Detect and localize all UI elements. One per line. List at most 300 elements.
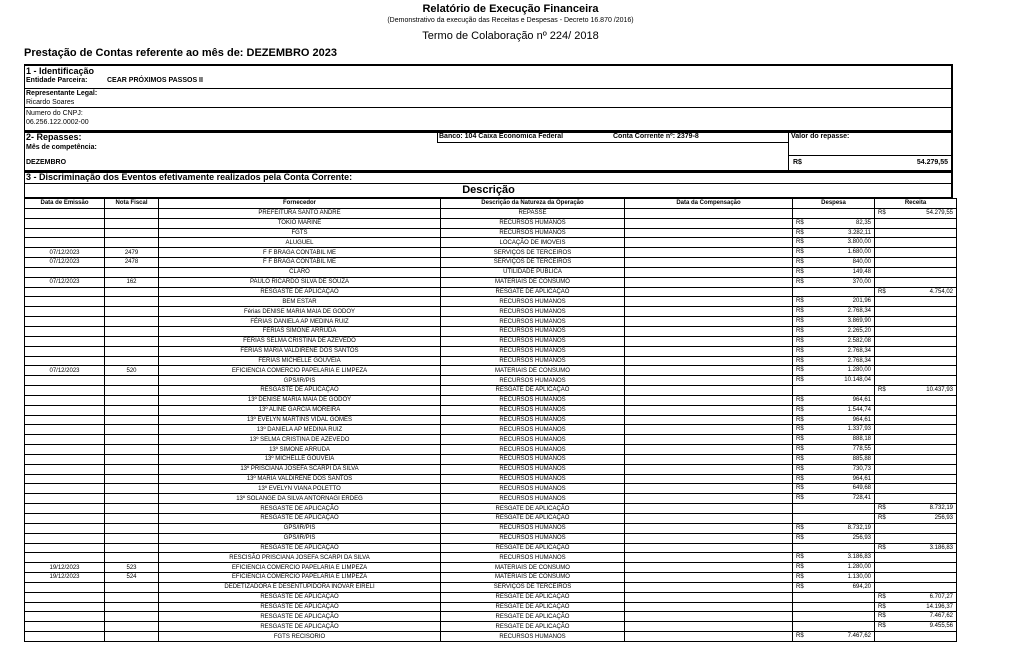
cell-fornecedor: RESGASTE DE APLICAÇÃO	[159, 386, 441, 396]
cell-data-compensacao	[625, 602, 793, 612]
despesa-amount: 2.768,34	[847, 347, 871, 354]
receita-amount: 3.186,83	[929, 544, 953, 551]
cell-data-compensacao	[625, 287, 793, 297]
table-row	[25, 326, 957, 336]
cell-despesa	[793, 386, 875, 396]
cell-despesa	[793, 326, 875, 336]
cell-data-emissao	[25, 326, 105, 336]
cell-fornecedor: FÉRIAS DANIELA AP MEDINA RUIZ	[159, 317, 441, 327]
currency-symbol: R$	[796, 278, 804, 285]
cell-despesa	[793, 267, 875, 277]
cell-data-compensacao	[625, 612, 793, 622]
cell-receita	[875, 248, 957, 258]
currency-symbol: R$	[796, 633, 804, 640]
cell-natureza: RECURSOS HUMANOS	[441, 297, 625, 307]
mes-competencia-value: DEZEMBRO	[26, 159, 67, 166]
cell-nota-fiscal	[105, 543, 159, 553]
cell-receita	[875, 543, 957, 553]
conta-corrente: Conta Corrente nº: 2379-8	[613, 133, 699, 140]
cell-nota-fiscal	[105, 592, 159, 602]
currency-symbol: R$	[796, 229, 804, 236]
cell-fornecedor: ALUGUEL	[159, 238, 441, 248]
despesa-amount: 840,00	[852, 259, 871, 266]
despesa-amount: 649,68	[852, 485, 871, 492]
currency-symbol: R$	[796, 436, 804, 443]
cell-receita	[875, 277, 957, 287]
cell-fornecedor: CLARO	[159, 267, 441, 277]
cell-natureza: RESGATE DE APLICAÇÃO	[441, 504, 625, 514]
currency-symbol: R$	[796, 337, 804, 344]
cell-data-compensacao	[625, 267, 793, 277]
cell-receita	[875, 395, 957, 405]
cell-despesa	[793, 445, 875, 455]
cell-data-compensacao	[625, 366, 793, 376]
cell-data-emissao	[25, 336, 105, 346]
table-row	[25, 553, 957, 563]
cell-data-compensacao	[625, 632, 793, 642]
cell-despesa	[793, 208, 875, 218]
cell-natureza: RESGATE DE APLICAÇÃO	[441, 622, 625, 632]
cell-fornecedor: BEM ESTAR	[159, 297, 441, 307]
cell-data-emissao	[25, 435, 105, 445]
col-nota-fiscal: Nota Fiscal	[105, 199, 159, 209]
cell-fornecedor: RESGASTE DE APLICAÇÃO	[159, 287, 441, 297]
table-row	[25, 346, 957, 356]
cell-data-emissao	[25, 622, 105, 632]
cell-natureza: MATERIAIS DE CONSUMO	[441, 277, 625, 287]
cell-data-compensacao	[625, 425, 793, 435]
col-receita: Receita	[875, 199, 957, 209]
cell-receita	[875, 464, 957, 474]
cell-receita	[875, 386, 957, 396]
cell-fornecedor: DEDETIZADORA E DESENTUPIDORA INOVAR EIRELI	[159, 582, 441, 592]
cell-data-compensacao	[625, 543, 793, 553]
cell-nota-fiscal	[105, 218, 159, 228]
cell-despesa	[793, 474, 875, 484]
cell-data-compensacao	[625, 336, 793, 346]
currency-symbol: R$	[796, 406, 804, 413]
cell-data-emissao	[25, 464, 105, 474]
currency-symbol: R$	[878, 613, 886, 620]
currency-symbol: R$	[796, 534, 804, 541]
cell-fornecedor: RESGASTE DE APLICAÇÃO	[159, 504, 441, 514]
banco-info: Banco: 104 Caixa Economica Federal	[439, 133, 564, 140]
despesa-amount: 694,20	[852, 583, 871, 590]
cell-fornecedor: FÉRIAS SELMA CRISTINA DE AZEVEDO	[159, 336, 441, 346]
cell-data-emissao	[25, 425, 105, 435]
table-row	[25, 592, 957, 602]
cell-despesa	[793, 425, 875, 435]
cell-despesa	[793, 376, 875, 386]
cell-despesa	[793, 484, 875, 494]
cell-receita	[875, 474, 957, 484]
representante-value: Ricardo Soares	[26, 99, 75, 106]
events-table	[24, 198, 957, 642]
cell-natureza: RECURSOS HUMANOS	[441, 533, 625, 543]
cell-nota-fiscal	[105, 582, 159, 592]
cell-natureza: RESGATE DE APLICAÇÃO	[441, 543, 625, 553]
despesa-amount: 964,61	[852, 416, 871, 423]
cell-nota-fiscal	[105, 228, 159, 238]
currency-symbol: R$	[796, 318, 804, 325]
despesa-amount: 730,73	[852, 465, 871, 472]
cell-fornecedor: FÉRIAS SIMONE ARRUDA	[159, 326, 441, 336]
cell-natureza: RESGATE DE APLICAÇÃO	[441, 602, 625, 612]
cell-fornecedor: RESGASTE DE APLICAÇÃO	[159, 592, 441, 602]
cell-natureza: RECURSOS HUMANOS	[441, 474, 625, 484]
cell-natureza: RECURSOS HUMANOS	[441, 632, 625, 642]
cell-natureza: RECURSOS HUMANOS	[441, 415, 625, 425]
cell-despesa	[793, 317, 875, 327]
currency-symbol: R$	[796, 475, 804, 482]
cell-receita	[875, 445, 957, 455]
cell-receita	[875, 504, 957, 514]
currency-symbol: R$	[796, 485, 804, 492]
cell-nota-fiscal	[105, 297, 159, 307]
cell-fornecedor: GPS/IR/PIS	[159, 533, 441, 543]
cell-receita	[875, 307, 957, 317]
cell-data-emissao	[25, 582, 105, 592]
currency-symbol: R$	[878, 387, 886, 394]
table-row	[25, 563, 957, 573]
cell-data-compensacao	[625, 405, 793, 415]
table-row	[25, 307, 957, 317]
despesa-amount: 10.148,04	[844, 377, 871, 384]
cell-receita	[875, 405, 957, 415]
cell-despesa	[793, 573, 875, 583]
cell-data-emissao	[25, 386, 105, 396]
cell-data-emissao: 07/12/2023	[25, 366, 105, 376]
cell-despesa	[793, 632, 875, 642]
cell-data-emissao	[25, 454, 105, 464]
cell-nota-fiscal	[105, 514, 159, 524]
currency-symbol: R$	[878, 593, 886, 600]
currency-symbol: R$	[796, 367, 804, 374]
cell-receita	[875, 622, 957, 632]
cell-natureza: RECURSOS HUMANOS	[441, 326, 625, 336]
cell-receita	[875, 454, 957, 464]
cell-nota-fiscal	[105, 208, 159, 218]
cell-data-emissao: 19/12/2023	[25, 563, 105, 573]
despesa-amount: 888,18	[852, 436, 871, 443]
report-subtitle: (Demonstrativo da execução das Receitas e Despesas - Decreto 16.870 /2016)	[387, 17, 634, 24]
cell-data-compensacao	[625, 376, 793, 386]
cell-data-emissao	[25, 445, 105, 455]
termo-colaboracao: Termo de Colaboração nº 224/ 2018	[422, 30, 599, 42]
cell-fornecedor: RESGASTE DE APLICAÇÃO	[159, 612, 441, 622]
identificacao-heading: 1 - Identificação	[26, 66, 95, 76]
currency-symbol: R$	[796, 465, 804, 472]
cell-fornecedor: 13º SIMONE ARRUDA	[159, 445, 441, 455]
table-row	[25, 494, 957, 504]
cell-data-emissao	[25, 297, 105, 307]
cell-despesa	[793, 346, 875, 356]
cell-nota-fiscal: 520	[105, 366, 159, 376]
despesa-amount: 964,61	[852, 396, 871, 403]
cell-receita	[875, 287, 957, 297]
cell-data-emissao	[25, 514, 105, 524]
table-row	[25, 386, 957, 396]
cell-despesa	[793, 307, 875, 317]
valor-currency: R$	[793, 159, 802, 166]
cell-fornecedor: RESGASTE DE APLICAÇÃO	[159, 622, 441, 632]
cell-data-emissao: 07/12/2023	[25, 258, 105, 268]
cell-data-compensacao	[625, 514, 793, 524]
despesa-amount: 3.282,11	[848, 229, 871, 236]
cell-fornecedor: 13º DENISE MARIA MAIA DE GODOY	[159, 395, 441, 405]
cell-nota-fiscal: 2478	[105, 258, 159, 268]
cell-receita	[875, 208, 957, 218]
currency-symbol: R$	[796, 426, 804, 433]
cell-data-compensacao	[625, 346, 793, 356]
cell-fornecedor: RESGASTE DE APLICAÇÃO	[159, 514, 441, 524]
cell-data-emissao: 19/12/2023	[25, 573, 105, 583]
currency-symbol: R$	[796, 416, 804, 423]
receita-amount: 4.754,02	[929, 288, 953, 295]
col-data-compensacao: Data da Compensação	[625, 199, 793, 209]
cell-natureza: RECURSOS HUMANOS	[441, 464, 625, 474]
cell-despesa	[793, 543, 875, 553]
table-row	[25, 415, 957, 425]
col-natureza: Descrição da Natureza da Operação	[441, 199, 625, 209]
cell-despesa	[793, 297, 875, 307]
cell-nota-fiscal	[105, 454, 159, 464]
table-row	[25, 366, 957, 376]
cell-natureza: MATERIAIS DE CONSUMO	[441, 563, 625, 573]
cell-data-emissao	[25, 228, 105, 238]
cell-data-emissao	[25, 376, 105, 386]
receita-amount: 8.732,19	[929, 505, 953, 512]
cell-data-compensacao	[625, 307, 793, 317]
cell-data-emissao	[25, 317, 105, 327]
cell-data-emissao	[25, 395, 105, 405]
despesa-amount: 201,96	[852, 298, 871, 305]
cell-nota-fiscal	[105, 405, 159, 415]
currency-symbol: R$	[796, 249, 804, 256]
cell-fornecedor: EFICIENCIA COMERCIO PAPELARIA E LIMPEZA	[159, 366, 441, 376]
despesa-amount: 2.582,08	[847, 337, 871, 344]
cell-data-compensacao	[625, 326, 793, 336]
repasses-underline	[437, 142, 789, 143]
cell-nota-fiscal	[105, 346, 159, 356]
currency-symbol: R$	[796, 259, 804, 266]
cell-despesa	[793, 435, 875, 445]
currency-symbol: R$	[796, 574, 804, 581]
receita-amount: 256,93	[934, 515, 953, 521]
cell-natureza: RECURSOS HUMANOS	[441, 445, 625, 455]
cell-despesa	[793, 395, 875, 405]
cell-despesa	[793, 415, 875, 425]
despesa-amount: 1.544,74	[847, 406, 871, 413]
cnpj-value: 06.256.122.0002-00	[26, 119, 89, 126]
cell-nota-fiscal	[105, 445, 159, 455]
cell-fornecedor: GPS/IR/PIS	[159, 523, 441, 533]
table-row	[25, 435, 957, 445]
cell-receita	[875, 218, 957, 228]
col-data-emissao: Data de Emissão	[25, 199, 105, 209]
cell-data-compensacao	[625, 592, 793, 602]
despesa-amount: 1.280,00	[847, 367, 871, 374]
table-row	[25, 258, 957, 268]
cell-receita	[875, 346, 957, 356]
cell-receita	[875, 592, 957, 602]
cell-receita	[875, 494, 957, 504]
cell-data-compensacao	[625, 563, 793, 573]
cell-fornecedor: FGTS	[159, 228, 441, 238]
cell-data-compensacao	[625, 248, 793, 258]
table-row	[25, 523, 957, 533]
table-row	[25, 287, 957, 297]
prestacao-contas-title: Prestação de Contas referente ao mês de: DEZEMBRO 2023	[24, 47, 338, 59]
cell-receita	[875, 582, 957, 592]
cell-natureza: LOCAÇÃO DE IMOVEIS	[441, 238, 625, 248]
cell-nota-fiscal	[105, 238, 159, 248]
table-header-row	[25, 199, 957, 209]
cell-data-compensacao	[625, 386, 793, 396]
cell-nota-fiscal	[105, 307, 159, 317]
cell-receita	[875, 258, 957, 268]
cell-data-emissao	[25, 238, 105, 248]
table-row	[25, 533, 957, 543]
cell-natureza: RESGATE DE APLICAÇÃO	[441, 592, 625, 602]
cell-natureza: RECURSOS HUMANOS	[441, 523, 625, 533]
cell-data-emissao: 07/12/2023	[25, 277, 105, 287]
cell-data-emissao	[25, 307, 105, 317]
cell-nota-fiscal	[105, 386, 159, 396]
cell-data-emissao	[25, 267, 105, 277]
currency-symbol: R$	[878, 209, 886, 216]
cell-fornecedor: EFICIENCIA COMERCIO PAPELARIA E LIMPEZA	[159, 563, 441, 573]
cell-despesa	[793, 533, 875, 543]
cell-fornecedor: 13º PRISCIANA JOSEFA SCARPI DA SILVA	[159, 464, 441, 474]
table-row	[25, 336, 957, 346]
despesa-amount: 728,41	[852, 495, 871, 502]
receita-amount: 7.467,62	[929, 613, 953, 620]
cell-receita	[875, 533, 957, 543]
despesa-amount: 3.186,83	[847, 554, 871, 561]
cell-receita	[875, 435, 957, 445]
cell-despesa	[793, 602, 875, 612]
cell-data-emissao	[25, 553, 105, 563]
cell-despesa	[793, 514, 875, 524]
cell-data-compensacao	[625, 208, 793, 218]
currency-symbol: R$	[878, 288, 886, 295]
cell-nota-fiscal: 524	[105, 573, 159, 583]
despesa-amount: 885,88	[852, 455, 871, 462]
cell-data-compensacao	[625, 228, 793, 238]
currency-symbol: R$	[796, 219, 804, 226]
despesa-amount: 370,00	[852, 278, 871, 285]
cell-nota-fiscal	[105, 356, 159, 366]
currency-symbol: R$	[796, 268, 804, 275]
cell-despesa	[793, 592, 875, 602]
table-row	[25, 504, 957, 514]
cell-receita	[875, 326, 957, 336]
cell-despesa	[793, 277, 875, 287]
cell-nota-fiscal	[105, 523, 159, 533]
cell-fornecedor: FÉRIAS MARIA VALDIRENE DOS SANTOS	[159, 346, 441, 356]
entidade-label: Entidade Parceira:	[26, 77, 88, 84]
cell-data-compensacao	[625, 317, 793, 327]
identificacao-section	[24, 64, 953, 131]
table-row	[25, 356, 957, 366]
cell-fornecedor: EFICIENCIA COMERCIO PAPELARIA E LIMPEZA	[159, 573, 441, 583]
cell-nota-fiscal	[105, 533, 159, 543]
currency-symbol: R$	[796, 377, 804, 384]
cell-natureza: UTILIDADE PUBLICA	[441, 267, 625, 277]
currency-symbol: R$	[796, 357, 804, 364]
representante-line	[24, 107, 953, 108]
cell-receita	[875, 602, 957, 612]
cell-nota-fiscal	[105, 632, 159, 642]
table-row	[25, 238, 957, 248]
cell-data-emissao	[25, 346, 105, 356]
cell-receita	[875, 523, 957, 533]
cell-natureza: RECURSOS HUMANOS	[441, 553, 625, 563]
cell-nota-fiscal	[105, 494, 159, 504]
cell-receita	[875, 415, 957, 425]
despesa-amount: 778,55	[852, 446, 871, 453]
table-row	[25, 218, 957, 228]
report-title: Relatório de Execução Financeira	[422, 3, 599, 15]
cell-nota-fiscal	[105, 504, 159, 514]
cell-fornecedor: TOKIO MARINE	[159, 218, 441, 228]
cell-nota-fiscal	[105, 376, 159, 386]
valor-line	[788, 155, 953, 156]
cell-natureza: RECURSOS HUMANOS	[441, 454, 625, 464]
currency-symbol: R$	[878, 515, 886, 521]
cell-data-emissao	[25, 494, 105, 504]
currency-symbol: R$	[878, 505, 886, 512]
cell-data-compensacao	[625, 415, 793, 425]
cell-despesa	[793, 228, 875, 238]
cell-natureza: RECURSOS HUMANOS	[441, 376, 625, 386]
receita-amount: 10.437,93	[926, 387, 953, 394]
table-row	[25, 464, 957, 474]
cell-natureza: RECURSOS HUMANOS	[441, 307, 625, 317]
cell-despesa	[793, 287, 875, 297]
cell-despesa	[793, 218, 875, 228]
cell-natureza: RESGATE DE APLICAÇÃO	[441, 514, 625, 524]
cell-data-emissao: 07/12/2023	[25, 248, 105, 258]
despesa-amount: 7.467,62	[847, 633, 871, 640]
cell-natureza: RECURSOS HUMANOS	[441, 425, 625, 435]
receita-amount: 54.279,55	[926, 209, 953, 216]
cell-data-compensacao	[625, 553, 793, 563]
cell-data-emissao	[25, 415, 105, 425]
cell-fornecedor: 13º EVELYN VIANA POLETTO	[159, 484, 441, 494]
cell-nota-fiscal	[105, 435, 159, 445]
cell-receita	[875, 563, 957, 573]
cell-despesa	[793, 523, 875, 533]
despesa-amount: 2.768,34	[847, 308, 871, 315]
cell-fornecedor: 13º SOLANGE DA SILVA ANTORNAGI ERDEG	[159, 494, 441, 504]
cell-nota-fiscal	[105, 336, 159, 346]
cell-fornecedor: PREFEITURA SANTO ANDRE	[159, 208, 441, 218]
cell-data-emissao	[25, 474, 105, 484]
cell-fornecedor: GPS/IR/PIS	[159, 376, 441, 386]
cell-fornecedor: 13º SELMA CRISTINA DE AZEVEDO	[159, 435, 441, 445]
cell-natureza: REPASSE	[441, 208, 625, 218]
cell-data-emissao	[25, 612, 105, 622]
cell-natureza: RESGATE DE APLICAÇÃO	[441, 612, 625, 622]
despesa-amount: 1.680,00	[847, 249, 871, 256]
despesa-amount: 2.768,34	[847, 357, 871, 364]
cell-despesa	[793, 622, 875, 632]
cell-natureza: SERVIÇOS DE TERCEIROS	[441, 258, 625, 268]
cell-nota-fiscal	[105, 317, 159, 327]
cell-fornecedor: FGTS RECISORIO	[159, 632, 441, 642]
